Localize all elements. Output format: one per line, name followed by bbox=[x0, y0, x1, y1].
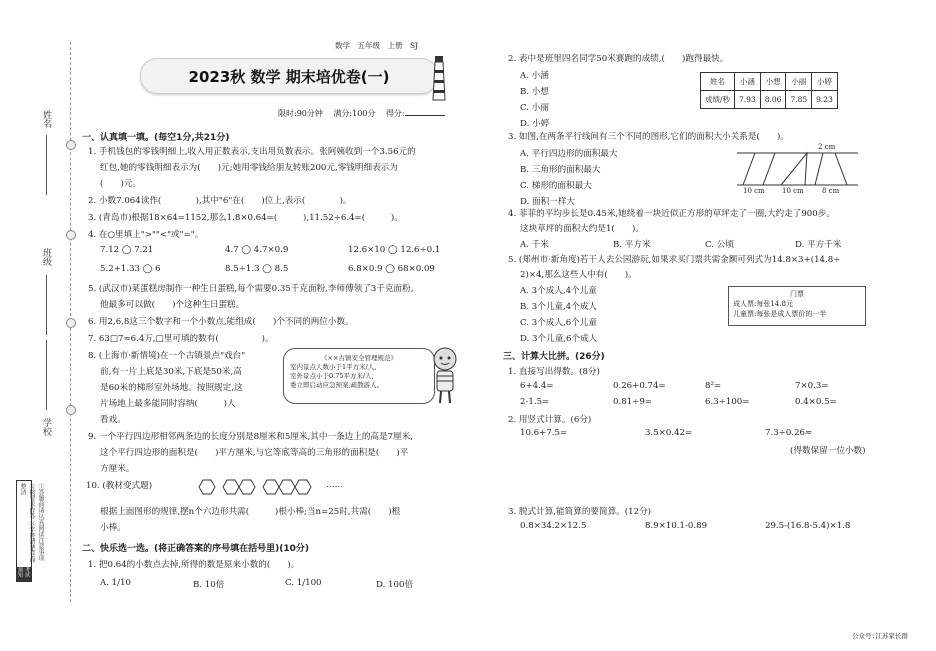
q8-line4: 片场地上最多能同时容纳( )人 bbox=[100, 399, 236, 409]
table-cell: 小想 bbox=[760, 73, 786, 91]
p3-q2-item: 3.5×0.42= bbox=[645, 428, 693, 438]
lighthouse-icon bbox=[428, 52, 450, 102]
p2-q4-option[interactable]: C. 公顷 bbox=[705, 240, 734, 250]
q4-item: 6.8×0.9 ◯ 68×0.09 bbox=[348, 264, 435, 274]
q1-line2: 红包,她的零钱明细表示为( )元;她用零钱给朋友转账200元,零钱明细表示为 bbox=[100, 163, 398, 173]
q9-line3: 方厘米。 bbox=[100, 464, 135, 474]
p2-q1-option[interactable]: B. 10倍 bbox=[193, 580, 225, 590]
footer-account: 公众号:江苏家长群 bbox=[852, 632, 908, 640]
figure-label-top: 2 cm bbox=[818, 143, 836, 151]
exam-info bbox=[278, 108, 445, 119]
ticket-line: 成人票:每张14.8元 bbox=[733, 300, 793, 308]
p2-q2: 2. 表中是班里四名同学50米赛跑的成绩,( )跑得最快。 bbox=[508, 54, 729, 64]
q10-line2: 小棒。 bbox=[100, 523, 126, 533]
q10-line1: 根据上面图形的规律,摆n个六边形共需( )根小棒;当n=25时,共需( )根 bbox=[100, 507, 401, 517]
notice-line: 室内景点人数小于1平方米/人, bbox=[290, 363, 377, 371]
p2-q5-option[interactable]: D. 3个儿童,6个成人 bbox=[520, 334, 598, 344]
q5-line2: 他最多可以做( )个这种生日蛋糕。 bbox=[100, 300, 245, 310]
p2-q4-option[interactable]: D. 平方千米 bbox=[795, 240, 842, 250]
p3-q1-item: 0.4×0.5= bbox=[795, 397, 837, 407]
part2-heading: 二、快乐选一选。(将正确答案的序号填在括号里)(10分) bbox=[82, 544, 309, 554]
p2-q2-option[interactable]: B. 小想 bbox=[520, 87, 549, 97]
table-cell: 小丽 bbox=[786, 73, 812, 91]
name-field[interactable] bbox=[46, 135, 47, 195]
safety-notice bbox=[283, 348, 435, 404]
p2-q1-option[interactable]: D. 100倍 bbox=[376, 580, 414, 590]
p2-q1-option[interactable]: A. 1/10 bbox=[100, 578, 131, 588]
table-cell: 小婷 bbox=[812, 73, 838, 91]
p2-q4-option[interactable]: A. 千米 bbox=[520, 240, 549, 250]
notice-line: 委立即启动应急预案,疏散游人。 bbox=[290, 381, 384, 389]
race-results-table bbox=[700, 72, 838, 109]
table-cell: 9.23 bbox=[812, 91, 838, 109]
q4-item: 8.5÷1.3 ◯ 8.5 bbox=[225, 264, 289, 274]
p3-q3-item: 0.8×34.2×12.5 bbox=[520, 521, 587, 531]
q8-line5: 看戏。 bbox=[100, 415, 126, 425]
q8-line2: 前,有一片上底是30米,下底是50米,高 bbox=[100, 367, 242, 377]
q8-line3: 是60米的梯形室外场地。按照规定,这 bbox=[100, 383, 243, 393]
p3-q2-item: 10.6+7.5= bbox=[520, 428, 568, 438]
table-cell: 8.06 bbox=[760, 91, 786, 109]
figure-label-bottom: 8 cm bbox=[822, 187, 840, 195]
p2-q3: 3. 如图,在两条平行线间有三个不同的图形,它们的面积大小关系是( )。 bbox=[508, 132, 789, 142]
q4: 4. 在○里填上">""<"或"="。 bbox=[88, 230, 204, 240]
figure-label-bottom: 10 cm bbox=[743, 187, 765, 195]
notice-title: 《××古镇安全管理规范》 bbox=[321, 354, 397, 362]
table-cell: 姓名 bbox=[701, 73, 735, 91]
part3-heading: 三、计算大比拼。(26分) bbox=[503, 352, 605, 362]
p3-q1-item: 8²= bbox=[705, 381, 722, 391]
q4-item: 4.7 ◯ 4.7×0.9 bbox=[225, 245, 289, 255]
p3-q1-item: 0.26+0.74= bbox=[613, 381, 666, 391]
p2-q4-line2: 这块草坪的面积大约是1( )。 bbox=[520, 224, 644, 234]
table-row bbox=[701, 91, 838, 109]
p2-q3-option[interactable]: C. 梯形的面积最大 bbox=[520, 181, 592, 191]
p2-q3-option[interactable]: A. 平行四边形的面积最大 bbox=[520, 149, 618, 159]
full-score: 满分:100分 bbox=[333, 109, 376, 118]
q5-line1: 5. (武汉市)某蛋糕房制作一种生日蛋糕,每个需要0.35千克面粉,李师傅领了3千克面粉, bbox=[88, 284, 414, 294]
q4-item: 12.6×10 ◯ 12.6÷0.1 bbox=[348, 245, 441, 255]
table-cell: 成绩/秒 bbox=[701, 91, 735, 109]
q9-line2: 这个平行四边形的面积是( )平方厘米,与它等底等高的三角形的面积是( )平 bbox=[100, 448, 409, 458]
q7: 7. 63□7≈6.4万,□里可填的数有( )。 bbox=[88, 334, 274, 344]
q8-line1: 8. (上海市·新情境)在一个古镇景点"戏台" bbox=[88, 351, 246, 361]
time-limit: 限时:90分钟 bbox=[278, 109, 323, 118]
p2-q5-option[interactable]: C. 3个成人,6个儿童 bbox=[520, 318, 597, 328]
p2-q1-option[interactable]: C. 1/100 bbox=[285, 578, 322, 588]
q4-item: 5.2+1.33 ◯ 6 bbox=[100, 264, 161, 274]
q3: 3. (青岛市)根据18×64=1152,那么1.8×0.64=( ),11.52÷6.4=( )。 bbox=[88, 213, 403, 223]
notes-text: ①答题前请认真阅读注意事项 ②按要求作答 ③字迹清楚卷面整洁 bbox=[19, 483, 44, 563]
q9-line1: 9. 一个平行四边形相邻两条边的长度分别是8厘米和5厘米,其中一条边上的高是7厘米, bbox=[88, 432, 413, 442]
p3-q1-item: 0.81÷9= bbox=[613, 397, 653, 407]
q2: 2. 小数7.064读作( ),其中"6"在( )位上,表示( )。 bbox=[88, 196, 352, 206]
school-label: 学校 bbox=[41, 418, 51, 436]
q1-line3: ( )元。 bbox=[100, 179, 142, 189]
p2-q1: 1. 把0.64的小数点去掉,所得的数是原来小数的( )。 bbox=[88, 560, 300, 570]
notes-footer: 考试须知 bbox=[17, 567, 31, 581]
title-banner bbox=[140, 58, 438, 94]
binding-hole bbox=[66, 140, 76, 150]
p2-q2-option[interactable]: C. 小丽 bbox=[520, 103, 549, 113]
class-field[interactable] bbox=[46, 275, 47, 335]
p3-q3: 3. 脱式计算,能简算的要简算。(12分) bbox=[508, 507, 652, 517]
q10-dots: …… bbox=[326, 480, 344, 490]
part1-heading: 一、认真填一填。(每空1分,共21分) bbox=[82, 133, 230, 143]
q10-label: 10. (教材变式题) bbox=[86, 481, 153, 491]
subject-line: 数学 五年级 上册 SJ bbox=[335, 41, 419, 50]
class-label: 班级 bbox=[41, 248, 51, 266]
ticket-title: 门票 bbox=[790, 290, 804, 298]
p2-q5-option[interactable]: A. 3个成人,4个儿童 bbox=[520, 286, 597, 296]
p3-q2-item: 7.3÷0.26≈ bbox=[765, 428, 813, 438]
p2-q4-line1: 4. 菲菲的平均步长是0.45米,她绕着一块近似正方形的草坪走了一圈,大约走了900步。 bbox=[508, 209, 835, 219]
q1-line1: 1. 手机钱包的零钱明细上,收入用正数表示,支出用负数表示。张阿姨收到一个3.56元的 bbox=[88, 147, 416, 157]
notice-line: 室外景点小于0.75平方米/人, bbox=[290, 372, 374, 380]
notes-box bbox=[16, 480, 44, 582]
score-field[interactable] bbox=[405, 115, 445, 116]
p3-q1-item: 6.3÷100= bbox=[705, 397, 750, 407]
ticket-box bbox=[728, 286, 866, 326]
cartoon-girl-icon bbox=[425, 345, 465, 407]
p2-q5-line1: 5. (郑州市·新角度)若干人去公园游玩,如果求买门票共需金额可列式为14.8×3+(14.8÷ bbox=[508, 255, 841, 265]
p3-q3-item: 29.5-(16.8-5.4)×1.8 bbox=[765, 521, 851, 531]
name-label: 姓名 bbox=[41, 110, 51, 128]
p2-q2-option[interactable]: D. 小婷 bbox=[520, 119, 550, 129]
p2-q2-option[interactable]: A. 小涵 bbox=[520, 71, 549, 81]
binding-hole bbox=[66, 405, 76, 415]
p3-q2: 2. 用竖式计算。(6分) bbox=[508, 415, 592, 425]
school-field[interactable] bbox=[46, 340, 47, 410]
table-header-row bbox=[701, 73, 838, 91]
p3-q2-note: (得数保留一位小数) bbox=[790, 446, 866, 456]
binding-hole bbox=[66, 230, 76, 240]
hexagon-pattern bbox=[195, 478, 325, 496]
p3-q1-item: 7×0.3= bbox=[795, 381, 829, 391]
score-label: 得分: bbox=[385, 109, 405, 118]
table-cell: 小涵 bbox=[735, 73, 761, 91]
q4-item: 7.12 ◯ 7.21 bbox=[100, 245, 154, 255]
p2-q5-option[interactable]: B. 3个儿童,4个成人 bbox=[520, 302, 598, 312]
ticket-line: 儿童票:每张是成人票价的一半 bbox=[733, 310, 827, 318]
table-cell: 7.93 bbox=[735, 91, 761, 109]
table-cell: 7.85 bbox=[786, 91, 812, 109]
p3-q1-item: 6+4.4= bbox=[520, 381, 554, 391]
p3-q3-item: 8.9×10.1-0.89 bbox=[645, 521, 708, 531]
p2-q3-option[interactable]: B. 三角形的面积最大 bbox=[520, 165, 601, 175]
p3-q1-item: 2-1.5= bbox=[520, 397, 550, 407]
p2-q3-option[interactable]: D. 面积一样大 bbox=[520, 197, 576, 207]
binding-hole bbox=[66, 318, 76, 328]
q6: 6. 用2,6,8这三个数字和一个小数点,能组成( )个不同的两位小数。 bbox=[88, 317, 354, 327]
figure-label-bottom: 10 cm bbox=[782, 187, 804, 195]
p2-q4-option[interactable]: B. 平方米 bbox=[613, 240, 651, 250]
p3-q1: 1. 直接写出得数。(8分) bbox=[508, 367, 600, 377]
p2-q5-line2: 2)×4,那么这些人中有( )。 bbox=[520, 270, 637, 280]
page-title: 2023秋 数学 期末培优卷(一) bbox=[188, 68, 390, 86]
